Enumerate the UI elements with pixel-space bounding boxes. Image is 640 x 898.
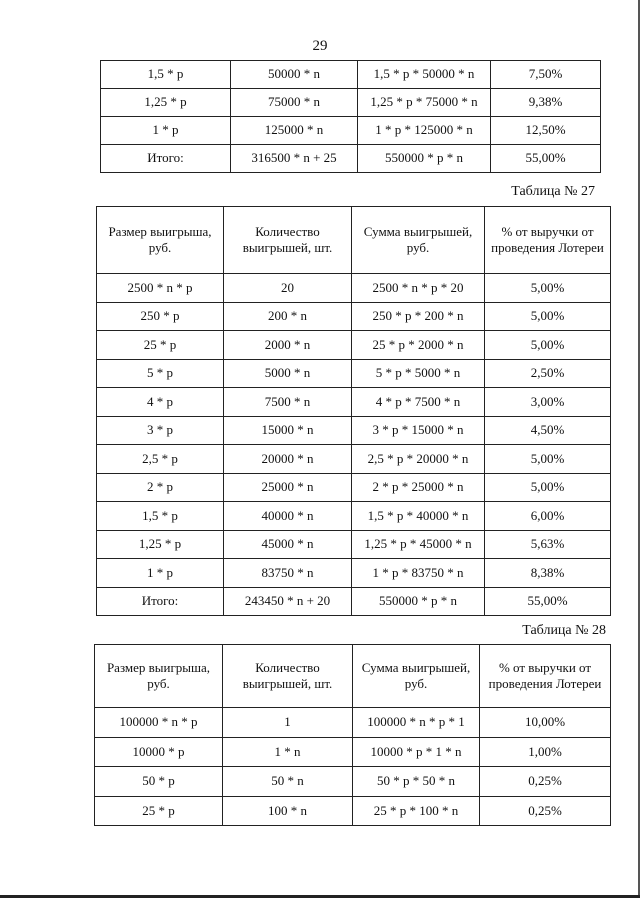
table-28-caption: Таблица № 28 (522, 623, 606, 638)
table-cell: 5,00% (485, 445, 611, 474)
table-cell: 55,00% (491, 145, 601, 173)
table-cell: 25 * p * 100 * n (353, 796, 480, 826)
table-cell: 1 * p * 125000 * n (358, 117, 491, 145)
table-cell: 550000 * p * n (358, 145, 491, 173)
table-cell: 9,38% (491, 89, 601, 117)
table-row (95, 737, 611, 767)
table-row (97, 359, 611, 388)
table-cell: 55,00% (485, 587, 611, 616)
table-28-body (95, 708, 611, 826)
table-cell: 250 * p (97, 302, 224, 331)
table-row (95, 796, 611, 826)
table-28-header-percent: % от выручки от проведения Лотереи (480, 645, 611, 708)
table-cell: 20 (224, 274, 352, 303)
table-cell: 4 * p (97, 388, 224, 417)
table-row (97, 302, 611, 331)
table-cell: 8,38% (485, 559, 611, 588)
table-cell: 2,5 * p * 20000 * n (352, 445, 485, 474)
table-cell: 2,50% (485, 359, 611, 388)
table-cell: 125000 * n (231, 117, 358, 145)
table-cell: 50 * p * 50 * n (353, 767, 480, 797)
table-cell: 1 * p (97, 559, 224, 588)
table-cell: 1,25 * p (101, 89, 231, 117)
table-cell: 5,00% (485, 473, 611, 502)
table-cell: 4 * p * 7500 * n (352, 388, 485, 417)
table-cell: 200 * n (224, 302, 352, 331)
table-row (97, 530, 611, 559)
table-row (97, 473, 611, 502)
table-cell: 1,5 * p * 40000 * n (352, 502, 485, 531)
table-cell: 100000 * n * p (95, 708, 223, 738)
table-cell: 4,50% (485, 416, 611, 445)
page-number: 29 (312, 38, 328, 54)
table-cell: 243450 * n + 20 (224, 587, 352, 616)
table-cell: 2500 * n * p * 20 (352, 274, 485, 303)
table-cell: 2 * p * 25000 * n (352, 473, 485, 502)
table-cell: 1 * p (101, 117, 231, 145)
table-27-body (97, 274, 611, 616)
table-cell: 10000 * p (95, 737, 223, 767)
table-cell: 15000 * n (224, 416, 352, 445)
table-row (101, 61, 601, 89)
table-row (97, 587, 611, 616)
table-cell: 50000 * n (231, 61, 358, 89)
table-cell: 75000 * n (231, 89, 358, 117)
table-cell: 2000 * n (224, 331, 352, 360)
table-cell: 25000 * n (224, 473, 352, 502)
table-cell: 83750 * n (224, 559, 352, 588)
table-cell: 100000 * n * p * 1 (353, 708, 480, 738)
table-row (101, 117, 601, 145)
table-cell: 100 * n (223, 796, 353, 826)
table-row (97, 559, 611, 588)
table-cell: 0,25% (480, 767, 611, 797)
table-row (97, 388, 611, 417)
table-row (95, 708, 611, 738)
table-cell: 45000 * n (224, 530, 352, 559)
table-28-header-prize: Размер выигрыша, руб. (95, 645, 223, 708)
table-27-header-percent: % от выручки от проведения Лотереи (485, 207, 611, 274)
table-continued-body (101, 61, 601, 173)
table-row (97, 274, 611, 303)
table-cell: 1 * p * 83750 * n (352, 559, 485, 588)
table-cell: 5,00% (485, 274, 611, 303)
table-28 (94, 644, 611, 826)
table-cell: 5,00% (485, 331, 611, 360)
table-cell: 3 * p * 15000 * n (352, 416, 485, 445)
table-row (97, 502, 611, 531)
table-cell: 1 * n (223, 737, 353, 767)
table-cell: 3 * p (97, 416, 224, 445)
table-27-header-prize: Размер выигрыша, руб. (97, 207, 224, 274)
table-cell: 5,63% (485, 530, 611, 559)
table-cell: 550000 * p * n (352, 587, 485, 616)
table-27-header-row (97, 207, 611, 274)
table-cell: 1,00% (480, 737, 611, 767)
table-cell: 50 * p (95, 767, 223, 797)
table-cell: 1,25 * p * 45000 * n (352, 530, 485, 559)
table-27-header-sum: Сумма выигрышей, руб. (352, 207, 485, 274)
table-cell: 12,50% (491, 117, 601, 145)
table-cell: 0,25% (480, 796, 611, 826)
table-cell: 40000 * n (224, 502, 352, 531)
table-cell: 7500 * n (224, 388, 352, 417)
table-cell: 20000 * n (224, 445, 352, 474)
table-cell: 5 * p * 5000 * n (352, 359, 485, 388)
table-cell: 1,25 * p * 75000 * n (358, 89, 491, 117)
table-cell: 50 * n (223, 767, 353, 797)
table-cell: 2,5 * p (97, 445, 224, 474)
table-cell: 250 * p * 200 * n (352, 302, 485, 331)
table-cell: 1 (223, 708, 353, 738)
table-cell: 5 * p (97, 359, 224, 388)
table-cell: Итого: (101, 145, 231, 173)
table-cell: 25 * p (97, 331, 224, 360)
table-row (101, 145, 601, 173)
table-cell: 316500 * n + 25 (231, 145, 358, 173)
table-27-caption: Таблица № 27 (511, 184, 595, 199)
table-cell: 3,00% (485, 388, 611, 417)
table-row (97, 331, 611, 360)
table-row (101, 89, 601, 117)
table-cell: 10,00% (480, 708, 611, 738)
table-27 (96, 206, 611, 616)
table-28-header-count: Количество выигрышей, шт. (223, 645, 353, 708)
table-cell: 7,50% (491, 61, 601, 89)
table-cell: 10000 * p * 1 * n (353, 737, 480, 767)
table-cell: 1,5 * p (101, 61, 231, 89)
table-cell: Итого: (97, 587, 224, 616)
table-row (97, 445, 611, 474)
table-cell: 2500 * n * p (97, 274, 224, 303)
table-cell: 5,00% (485, 302, 611, 331)
table-cell: 1,25 * p (97, 530, 224, 559)
table-28-header-row (95, 645, 611, 708)
table-cell: 5000 * n (224, 359, 352, 388)
table-cell: 2 * p (97, 473, 224, 502)
table-cell: 25 * p * 2000 * n (352, 331, 485, 360)
table-cell: 1,5 * p * 50000 * n (358, 61, 491, 89)
table-28-header-sum: Сумма выигрышей, руб. (353, 645, 480, 708)
table-cell: 6,00% (485, 502, 611, 531)
table-row (95, 767, 611, 797)
table-27-header-count: Количество выигрышей, шт. (224, 207, 352, 274)
table-row (97, 416, 611, 445)
table-continued (100, 60, 601, 173)
table-cell: 25 * p (95, 796, 223, 826)
table-cell: 1,5 * p (97, 502, 224, 531)
